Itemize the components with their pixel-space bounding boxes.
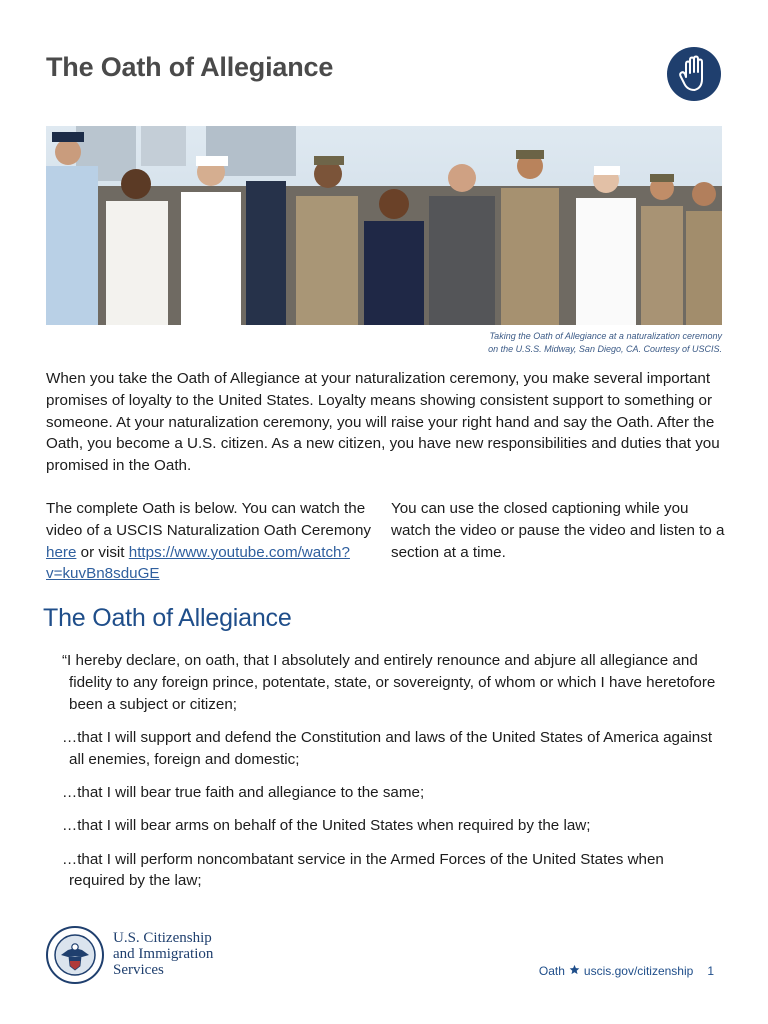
page-number: 1 — [707, 964, 714, 978]
ceremony-photo — [46, 126, 722, 325]
oath-line: …that I will perform noncombatant service in the Armed Forces of the United States when required by the law; — [62, 850, 664, 890]
dhs-seal-icon — [46, 926, 104, 984]
photo-caption-line: Taking the Oath of Allegiance at a naturalization ceremony — [489, 331, 722, 341]
agency-line: U.S. Citizenship — [113, 930, 212, 946]
oath-line: “I hereby declare, on oath, that I absolutely and entirely renounce and abjure all allegiance and fidelity to any foreign prince, potentate, state, or sovereignty, of whom or which I have heretofore been a subject or citizen; — [62, 652, 716, 713]
here-link[interactable]: here — [46, 543, 77, 561]
oath-line: …that I will bear arms on behalf of the United States when required by the law; — [62, 817, 591, 835]
oath-line: …that I will bear true faith and allegiance to the same; — [62, 783, 425, 801]
oath-heading: The Oath of Allegiance — [43, 604, 292, 632]
agency-wordmark — [113, 930, 213, 978]
footer-nav — [539, 964, 714, 978]
video-paragraph — [46, 498, 376, 585]
footer-site: uscis.gov/citizenship — [583, 964, 694, 978]
intro-paragraph: When you take the Oath of Allegiance at your naturalization ceremony, you make several important promises of loyalty to the United States. Loyalty means showing consistent support to something or someone. At your naturalization ceremony, you will raise your right hand and say the Oath. After the Oath, you become a U.S. citizen. As a new citizen, you have new responsibilities and duties that you promised in the Oath. — [46, 370, 720, 475]
photo-caption — [322, 330, 722, 355]
footer-section: Oath — [538, 964, 565, 978]
agency-line: and Immigration — [113, 946, 214, 962]
oath-line: …that I will support and defend the Constitution and laws of the United States of America against all enemies, foreign and domestic; — [62, 728, 713, 768]
captioning-paragraph: You can use the closed captioning while you watch the video or pause the video and listen to a section at a time. — [391, 500, 725, 561]
video-text-mid: or visit — [80, 543, 125, 561]
video-text: The complete Oath is below. You can watch the video of a USCIS Naturalization Oath Ceremony — [46, 500, 371, 539]
page-title: The Oath of Allegiance — [46, 52, 334, 82]
raised-hand-icon — [667, 47, 721, 101]
photo-caption-line: on the U.S.S. Midway, San Diego, CA. Courtesy of USCIS. — [488, 343, 722, 354]
oath-text — [62, 650, 722, 904]
agency-line: Services — [113, 962, 164, 978]
youtube-link[interactable]: https://www.youtube.com/watch?v=kuvBn8sduGE — [46, 543, 350, 583]
star-icon — [569, 964, 580, 978]
